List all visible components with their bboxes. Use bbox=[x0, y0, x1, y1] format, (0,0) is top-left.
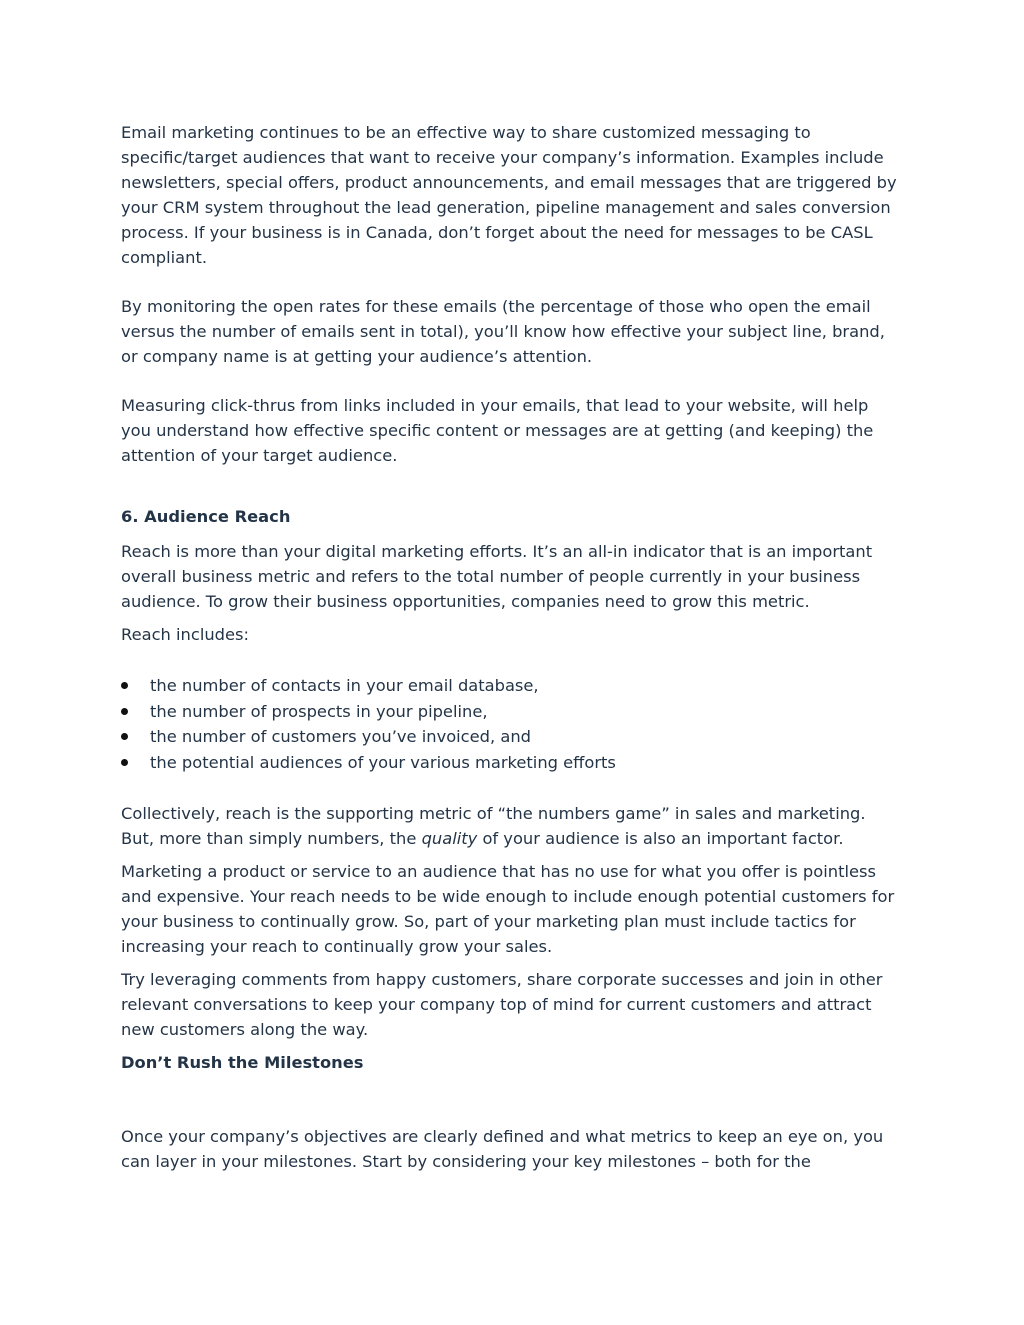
heading-audience-reach: 6. Audience Reach bbox=[121, 507, 291, 526]
paragraph-numbers-game-part2: of your audience is also an important factor. bbox=[477, 829, 844, 848]
paragraph-open-rates: By monitoring the open rates for these emails (the percentage of those who open the email versus the number of emails sent in total), you’ll know how effective your subject line, brand, or company name is at getting your audience’s attention. bbox=[121, 297, 885, 366]
paragraph-email-marketing: Email marketing continues to be an effective way to share customized messaging to specific/target audiences that want to receive your company’s information. Examples include newsletters, special offers, product announcements, and email messages that are triggered by your CRM system throughout the lead generation, pipeline management and sales conversion process. If your business is in Canada, don’t forget about the need for messages to be CASL compliant. bbox=[121, 123, 897, 267]
list-item bbox=[121, 724, 901, 750]
bullet-icon bbox=[121, 759, 128, 766]
list-item bbox=[121, 750, 901, 776]
list-item bbox=[121, 699, 901, 725]
paragraph-numbers-game-part1: Collectively, reach is the supporting metric of “the numbers game” in sales and marketing. But, more than simply numbers, the bbox=[121, 804, 866, 848]
paragraph-click-thrus: Measuring click-thrus from links included in your emails, that lead to your website, will help you understand how effective specific content or messages are at getting (and keeping) the attention of your target audience. bbox=[121, 396, 874, 465]
list-item-text: the number of contacts in your email database, bbox=[150, 676, 539, 695]
paragraph-numbers-game bbox=[121, 801, 901, 851]
bullet-icon bbox=[121, 682, 128, 689]
paragraph-marketing-product: Marketing a product or service to an audience that has no use for what you offer is pointless and expensive. Your reach needs to be wide enough to include enough potential customers for your business to continually grow. So, part of your marketing plan must include tactics for increasing your reach to continually grow your sales. bbox=[121, 862, 895, 956]
list-item-text: the number of customers you’ve invoiced, and bbox=[150, 727, 531, 746]
reach-bullet-list bbox=[121, 673, 901, 775]
bullet-icon bbox=[121, 733, 128, 740]
reach-includes-label: Reach includes: bbox=[121, 625, 249, 644]
quality-emphasis: quality bbox=[421, 829, 478, 848]
bullet-icon bbox=[121, 708, 128, 715]
heading-dont-rush-milestones: Don’t Rush the Milestones bbox=[121, 1053, 364, 1072]
paragraph-milestones: Once your company’s objectives are clearly defined and what metrics to keep an eye on, you can layer in your milestones. Start by considering your key milestones – both for the bbox=[121, 1127, 884, 1171]
document-body bbox=[121, 120, 901, 1174]
paragraph-reach-definition: Reach is more than your digital marketing efforts. It’s an all-in indicator that is an important overall business metric and refers to the total number of people currently in your business audience. To grow their business opportunities, companies need to grow this metric. bbox=[121, 542, 873, 611]
list-item bbox=[121, 673, 901, 699]
list-item-text: the number of prospects in your pipeline, bbox=[150, 701, 488, 721]
paragraph-leveraging-comments: Try leveraging comments from happy customers, share corporate successes and join in other relevant conversations to keep your company top of mind for current customers and attract new customers along the way. bbox=[121, 970, 883, 1039]
list-item-text: the potential audiences of your various marketing efforts bbox=[150, 752, 616, 772]
